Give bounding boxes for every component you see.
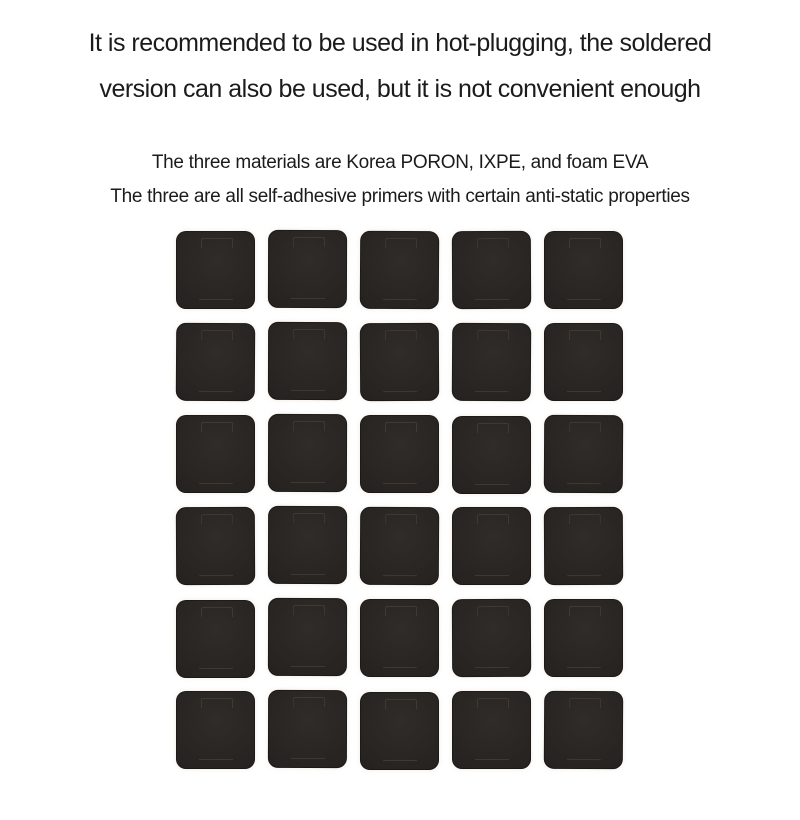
foam-pad: [452, 507, 531, 585]
foam-pad: [268, 506, 347, 584]
foam-pad: [176, 691, 255, 769]
foam-pad: [360, 231, 439, 309]
foam-pad: [176, 323, 255, 401]
product-image-page: [0, 20, 800, 820]
materials-note-line-1: The three materials are Korea PORON, IXPE, and foam EVA: [151, 152, 649, 173]
foam-pad: [452, 691, 531, 769]
foam-pad: [544, 323, 623, 401]
foam-pad-sheet: [176, 231, 623, 769]
foam-pad: [176, 415, 255, 493]
foam-pad: [544, 599, 623, 677]
foam-pad: [452, 323, 531, 401]
foam-pad: [360, 692, 439, 770]
foam-pad: [544, 691, 623, 769]
foam-pad: [360, 507, 439, 585]
foam-pad: [268, 598, 347, 676]
foam-pad: [176, 231, 255, 309]
materials-note-line-2: The three are all self-adhesive primers with certain anti-static properties: [110, 186, 690, 207]
foam-pad: [452, 231, 531, 309]
foam-pad: [268, 414, 347, 492]
foam-pad: [544, 231, 623, 309]
heading-line-1: It is recommended to be used in hot-plugging, the soldered: [88, 29, 712, 57]
foam-pad: [452, 599, 531, 677]
heading-text: [0, 20, 800, 112]
heading-line-2: version can also be used, but it is not convenient enough: [99, 75, 701, 103]
foam-pad: [268, 230, 347, 308]
foam-pad: [176, 600, 255, 678]
foam-pad: [360, 415, 439, 493]
foam-pad: [544, 507, 623, 585]
materials-note: [0, 146, 800, 214]
foam-pad: [360, 323, 439, 401]
foam-pad: [360, 599, 439, 677]
foam-pad: [452, 416, 531, 494]
foam-pad: [544, 415, 623, 493]
foam-pad: [268, 322, 347, 400]
foam-pad: [268, 690, 347, 768]
foam-pad: [176, 507, 255, 585]
